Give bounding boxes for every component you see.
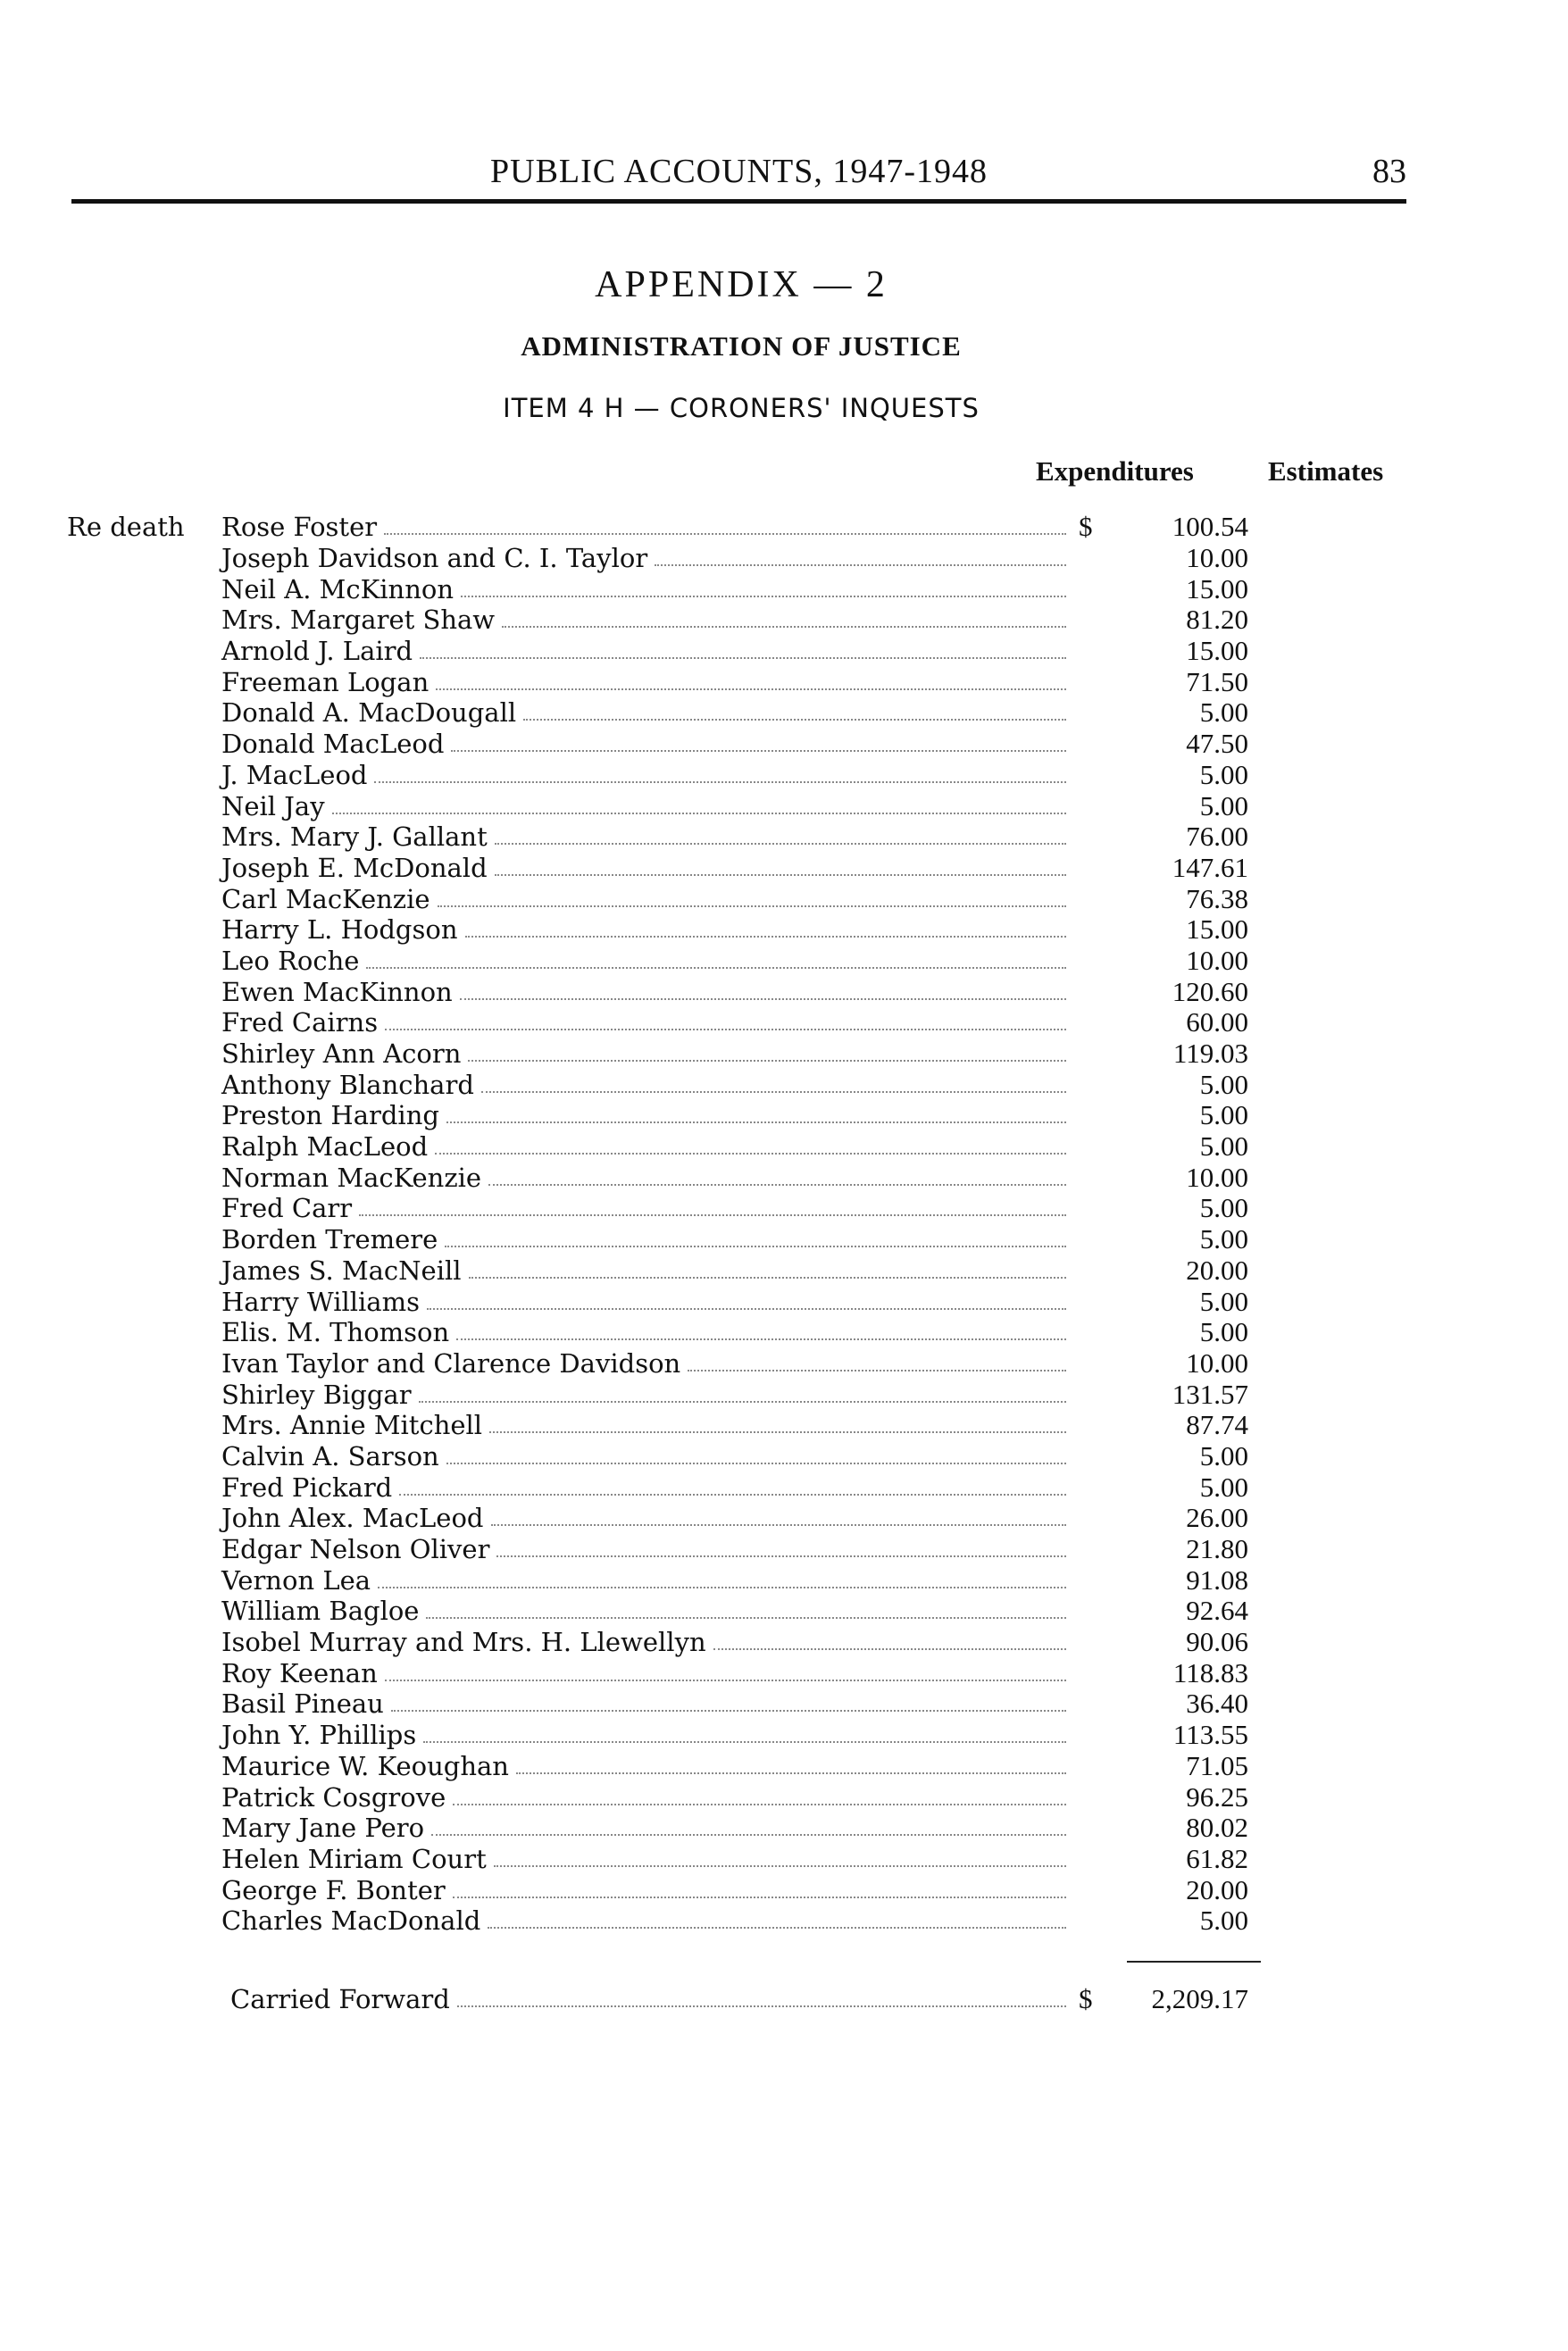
list-item	[221, 636, 1266, 667]
entry-amount: 15.00	[1186, 913, 1248, 946]
entry-amount: 5.00	[1199, 1130, 1248, 1163]
entry-amount: 118.83	[1172, 1656, 1248, 1688]
leader-dots	[435, 1153, 1066, 1155]
list-item	[221, 976, 1266, 1007]
entry-amount: 26.00	[1186, 1502, 1248, 1534]
publication-title: PUBLIC ACCOUNTS, 1947-1948	[490, 153, 988, 190]
entry-amount: 80.02	[1186, 1812, 1248, 1844]
entry-name: Calvin A. Sarson	[221, 1440, 439, 1471]
list-item	[221, 790, 1266, 821]
entry-amount: 5.00	[1199, 1068, 1248, 1100]
entry-amount: 15.00	[1186, 572, 1248, 604]
leader-dots	[426, 1617, 1066, 1619]
entry-name: Isobel Murray and Mrs. H. Llewellyn	[221, 1627, 706, 1658]
entry-name: Donald A. MacDougall	[221, 697, 517, 729]
entry-name: George F. Bonter	[221, 1874, 446, 1905]
entry-name: Shirley Biggar	[221, 1379, 412, 1410]
entry-name: Fred Cairns	[221, 1007, 379, 1038]
entries-list	[221, 512, 1266, 1937]
entry-name: Harry Williams	[221, 1286, 420, 1317]
leader-dots	[713, 1648, 1066, 1650]
leader-dots	[419, 1401, 1066, 1403]
entry-name: Basil Pineau	[221, 1688, 384, 1720]
entry-name: Borden Tremere	[221, 1224, 438, 1255]
entry-name: Mrs. Margaret Shaw	[221, 604, 496, 636]
entry-name: Donald MacLeod	[221, 729, 445, 760]
leader-dots	[420, 657, 1066, 659]
entry-amount: 10.00	[1186, 944, 1248, 976]
list-item	[221, 883, 1266, 914]
entry-name: Joseph Davidson and C. I. Taylor	[221, 543, 648, 574]
entry-amount: 5.00	[1199, 1223, 1248, 1255]
entry-amount: 147.61	[1172, 851, 1248, 883]
entry-amount: 5.00	[1199, 1439, 1248, 1471]
list-item	[221, 821, 1266, 853]
entry-amount: 96.25	[1186, 1780, 1248, 1813]
list-item	[221, 1564, 1266, 1596]
list-item	[221, 760, 1266, 791]
entry-amount: 119.03	[1172, 1038, 1248, 1070]
list-item	[221, 1471, 1266, 1503]
leader-dots	[332, 813, 1066, 814]
total-label: Carried Forward	[230, 1984, 450, 2015]
list-item	[221, 1224, 1266, 1255]
entry-name: Ralph MacLeod	[221, 1131, 429, 1163]
leader-dots	[385, 1680, 1066, 1681]
entry-name: Elis. M. Thomson	[221, 1317, 450, 1348]
leader-dots	[399, 1494, 1066, 1496]
list-item	[221, 543, 1266, 574]
list-item	[221, 1503, 1266, 1534]
entry-amount: 15.00	[1186, 635, 1248, 667]
leader-dots	[488, 1184, 1066, 1186]
list-item	[221, 853, 1266, 884]
entry-amount: 90.06	[1186, 1626, 1248, 1658]
entry-amount: 76.00	[1186, 821, 1248, 853]
total-row	[230, 1984, 1266, 2015]
list-item	[221, 1193, 1266, 1224]
list-item	[221, 914, 1266, 946]
entry-name: Charles MacDonald	[221, 1905, 481, 1937]
entry-amount: 131.57	[1172, 1378, 1248, 1410]
list-item	[221, 1905, 1266, 1937]
leader-dots	[431, 1834, 1066, 1836]
leader-dots	[496, 1555, 1066, 1557]
entry-currency: $	[1079, 511, 1093, 543]
entry-name: James S. MacNeill	[221, 1255, 462, 1286]
leader-dots	[374, 781, 1066, 783]
list-item	[221, 1348, 1266, 1380]
entry-amount: 91.08	[1186, 1563, 1248, 1596]
entry-name: Shirley Ann Acorn	[221, 1038, 462, 1070]
entry-name: Helen Miriam Court	[221, 1843, 487, 1874]
leader-dots	[456, 1338, 1066, 1340]
entry-name: Carl MacKenzie	[221, 883, 430, 914]
list-item	[221, 729, 1266, 760]
list-item	[221, 1688, 1266, 1720]
leader-dots	[655, 564, 1066, 566]
entry-name: Mary Jane Pero	[221, 1813, 425, 1844]
entry-name: John Y. Phillips	[221, 1720, 417, 1751]
entry-name: Leo Roche	[221, 945, 360, 976]
leader-dots	[495, 874, 1066, 876]
leader-dots	[436, 688, 1066, 690]
leader-dots	[453, 1804, 1066, 1805]
list-item	[221, 1131, 1266, 1163]
entry-name: Freeman Logan	[221, 666, 430, 697]
row-prefix: Re death	[67, 512, 185, 542]
leader-dots	[457, 2005, 1066, 2007]
entry-name: Neil A. McKinnon	[221, 573, 455, 604]
list-item	[221, 1781, 1266, 1813]
entry-name: Edgar Nelson Oliver	[221, 1534, 490, 1565]
leader-dots	[495, 843, 1066, 845]
item-title: ITEM 4 H — CORONERS' INQUESTS	[503, 393, 980, 423]
list-item	[221, 1069, 1266, 1100]
leader-dots	[427, 1308, 1066, 1310]
entry-amount: 60.00	[1186, 1006, 1248, 1038]
entry-name: Patrick Cosgrove	[221, 1781, 446, 1813]
entry-name: Mrs. Mary J. Gallant	[221, 821, 488, 853]
page-number: 83	[1372, 153, 1406, 190]
entry-name: Rose Foster	[221, 512, 378, 543]
list-item	[221, 1007, 1266, 1038]
list-item	[221, 946, 1266, 977]
leader-dots	[494, 1865, 1066, 1867]
appendix-title: APPENDIX — 2	[595, 264, 888, 305]
leader-dots	[465, 936, 1067, 938]
entry-name: Neil Jay	[221, 790, 325, 821]
leader-dots	[438, 905, 1066, 907]
list-item	[221, 1162, 1266, 1193]
entry-amount: 5.00	[1199, 789, 1248, 821]
entry-amount: 5.00	[1199, 1316, 1248, 1348]
leader-dots	[385, 1029, 1066, 1030]
list-item	[221, 1286, 1266, 1317]
entry-amount: 92.64	[1186, 1595, 1248, 1627]
entry-amount: 5.00	[1199, 758, 1248, 790]
leader-dots	[423, 1741, 1066, 1743]
list-item	[221, 1751, 1266, 1782]
entry-name: Norman MacKenzie	[221, 1162, 482, 1193]
leader-dots	[488, 1927, 1066, 1929]
list-item	[221, 1627, 1266, 1658]
column-header-expenditures: Expenditures	[1036, 455, 1194, 487]
entry-name: Fred Pickard	[221, 1471, 393, 1503]
total-amount: 2,209.17	[1151, 1983, 1248, 2015]
leader-dots	[378, 1587, 1066, 1588]
entry-name: Anthony Blanchard	[221, 1069, 474, 1100]
list-item	[221, 1596, 1266, 1627]
leader-dots	[445, 1246, 1066, 1247]
leader-dots	[366, 967, 1066, 969]
entry-name: Fred Carr	[221, 1193, 353, 1224]
list-item	[221, 604, 1266, 636]
entry-name: Mrs. Annie Mitchell	[221, 1410, 483, 1441]
entry-amount: 36.40	[1186, 1688, 1248, 1720]
total-currency: $	[1079, 1983, 1093, 2015]
entry-amount: 10.00	[1186, 1346, 1248, 1379]
leader-dots	[384, 533, 1066, 535]
entry-amount: 20.00	[1186, 1873, 1248, 1905]
header-rule	[71, 199, 1406, 204]
leader-dots	[489, 1431, 1066, 1433]
leader-dots	[460, 998, 1066, 1000]
entry-amount: 5.00	[1199, 1192, 1248, 1224]
list-item	[221, 1038, 1266, 1070]
leader-dots	[688, 1370, 1066, 1371]
leader-dots	[481, 1091, 1066, 1093]
leader-dots	[446, 1121, 1066, 1123]
entry-amount: 100.54	[1172, 511, 1248, 543]
list-item	[221, 1317, 1266, 1348]
entry-amount: 21.80	[1186, 1533, 1248, 1565]
entry-amount: 10.00	[1186, 542, 1248, 574]
entry-amount: 5.00	[1199, 1099, 1248, 1131]
leader-dots	[453, 1897, 1066, 1898]
list-item	[221, 1874, 1266, 1905]
sum-rule	[1127, 1961, 1261, 1963]
list-item	[221, 1657, 1266, 1688]
list-item	[221, 697, 1266, 729]
entry-name: Arnold J. Laird	[221, 636, 413, 667]
leader-dots	[523, 719, 1066, 721]
leader-dots	[469, 1277, 1066, 1279]
list-item	[221, 1100, 1266, 1131]
entry-name: Ewen MacKinnon	[221, 976, 453, 1007]
leader-dots	[461, 596, 1066, 597]
entry-amount: 5.00	[1199, 1285, 1248, 1317]
entry-name: Ivan Taylor and Clarence Davidson	[221, 1347, 681, 1379]
entry-amount: 5.00	[1199, 696, 1248, 729]
list-item	[221, 1410, 1266, 1441]
entry-amount: 76.38	[1186, 882, 1248, 914]
list-item	[221, 1534, 1266, 1565]
leader-dots	[491, 1524, 1067, 1526]
entry-name: Joseph E. McDonald	[221, 852, 488, 883]
entry-amount: 120.60	[1172, 975, 1248, 1007]
entry-amount: 71.05	[1186, 1749, 1248, 1781]
leader-dots	[451, 750, 1066, 752]
entry-amount: 20.00	[1186, 1254, 1248, 1286]
leader-dots	[446, 1463, 1066, 1464]
entry-name: Vernon Lea	[221, 1564, 371, 1596]
list-item	[221, 1379, 1266, 1410]
leader-dots	[391, 1710, 1066, 1712]
list-item	[221, 512, 1266, 543]
entry-amount: 81.20	[1186, 604, 1248, 636]
entry-amount: 5.00	[1199, 1905, 1248, 1937]
entry-amount: 5.00	[1199, 1471, 1248, 1503]
section-title: ADMINISTRATION OF JUSTICE	[521, 330, 962, 362]
list-item	[221, 573, 1266, 604]
entry-amount: 113.55	[1172, 1719, 1248, 1751]
column-header-estimates: Estimates	[1268, 455, 1384, 487]
list-item	[221, 1441, 1266, 1472]
entry-name: Roy Keenan	[221, 1657, 378, 1688]
entry-amount: 71.50	[1186, 665, 1248, 697]
leader-dots	[502, 626, 1066, 628]
entry-amount: 10.00	[1186, 1161, 1248, 1193]
entry-amount: 87.74	[1186, 1409, 1248, 1441]
leader-dots	[516, 1772, 1066, 1774]
entry-name: J. MacLeod	[221, 759, 368, 790]
entry-name: Harry L. Hodgson	[221, 914, 458, 946]
leader-dots	[468, 1060, 1066, 1062]
leader-dots	[359, 1214, 1066, 1216]
list-item	[221, 1255, 1266, 1287]
entry-amount: 47.50	[1186, 728, 1248, 760]
list-item	[221, 666, 1266, 697]
list-item	[221, 1844, 1266, 1875]
entry-name: Maurice W. Keoughan	[221, 1750, 509, 1781]
entry-name: William Bagloe	[221, 1596, 420, 1627]
entry-amount: 61.82	[1186, 1842, 1248, 1874]
list-item	[221, 1813, 1266, 1844]
page-header	[71, 143, 1406, 196]
list-item	[221, 1720, 1266, 1751]
entry-name: Preston Harding	[221, 1100, 439, 1131]
entry-name: John Alex. MacLeod	[221, 1503, 484, 1534]
